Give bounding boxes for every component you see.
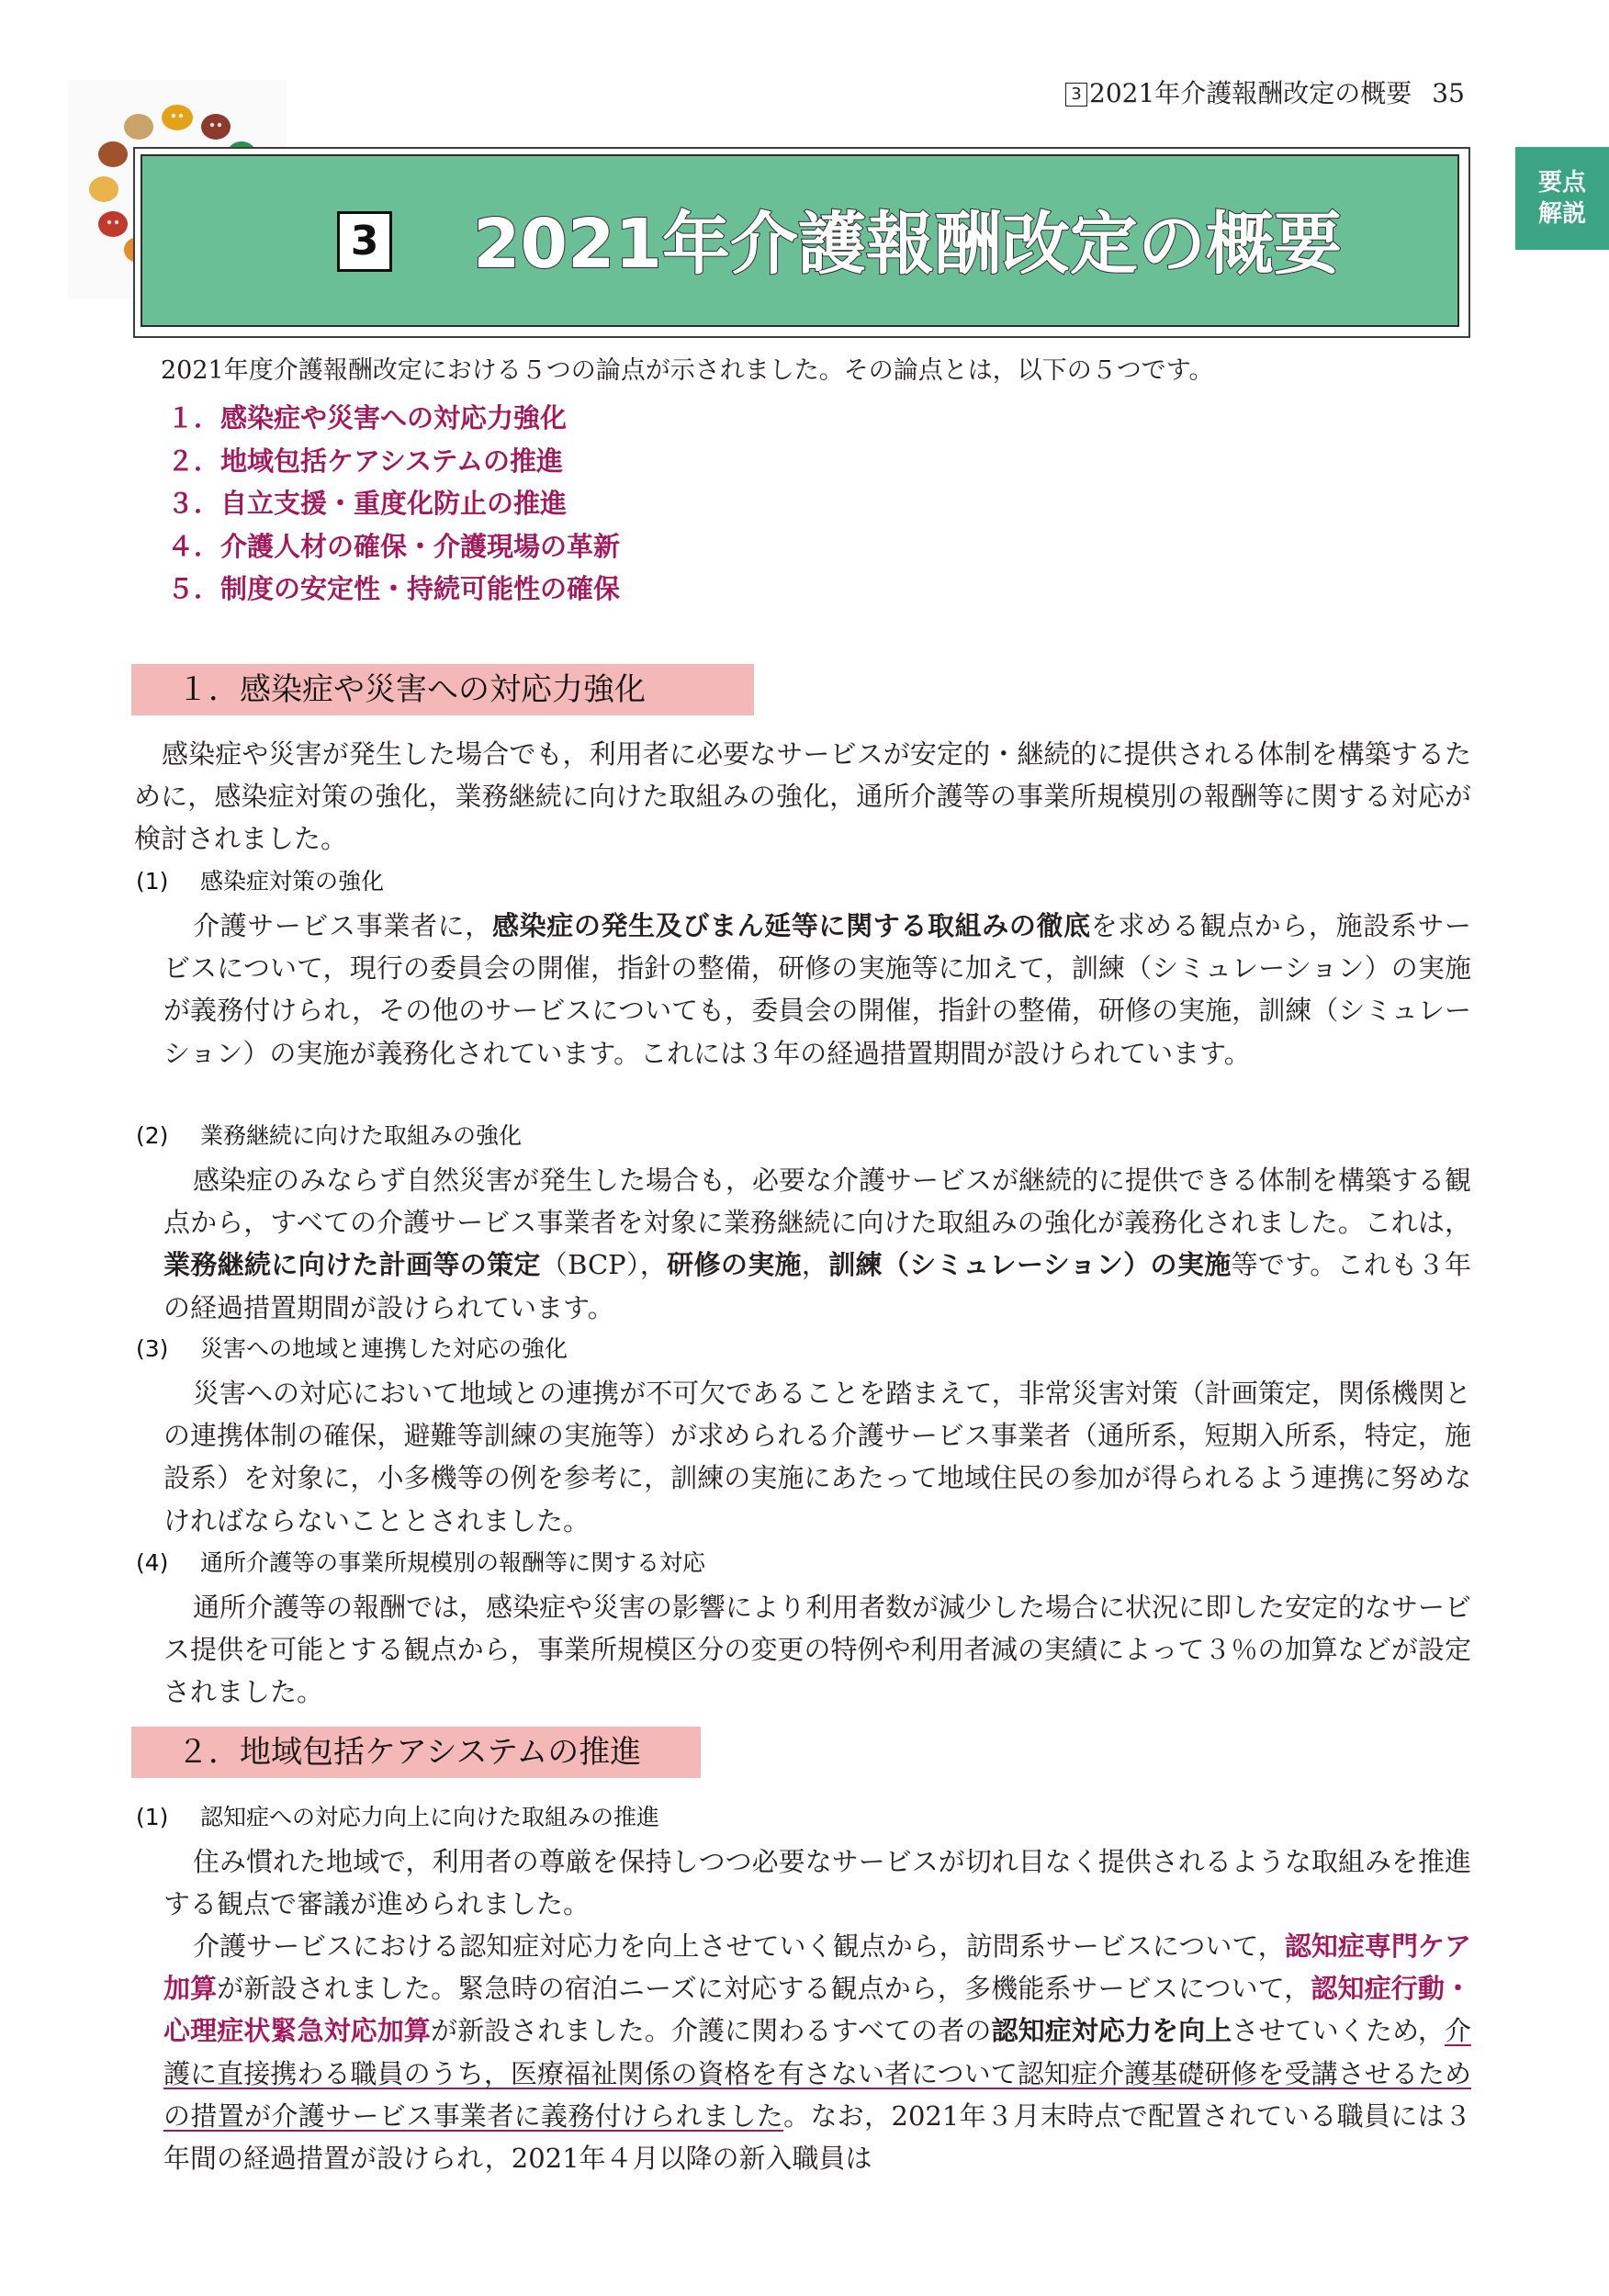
section1-sub4-text: 通所介護等の報酬では，感染症や災害の影響により利用者数が減少した場合に状況に即した安定的なサービス提供を可能とする観点から，事業所規模区分の変更の特例や利用者減の実績によって３％の加算などが設定されました。 (163, 1592, 1472, 1708)
section1-sub1-heading (136, 864, 384, 899)
section2-sub1-text2 (163, 1925, 1471, 2179)
text-run: 介護サービスにおける認知症対応力を向上させていく観点から，訪問系サービスについて， (193, 1930, 1285, 1962)
section1-sub2-text (163, 1159, 1471, 1329)
text-run: を求める観点から，施設系サービスについて，現行の委員会の開催，指針の整備，研修の実施等に加えて，訓練（シミュレーション）の実施が義務付けられ，その他のサービスについても，委員会の開催，指針の整備，研修の実施，訓練（シミュレーション）の実施が義務化されています。これには３年の経過措置期間が設けられています。 (163, 910, 1471, 1069)
text-run: 。なお，2021年３月末時点で配置されている職員には３年間の経過措置が設けられ，2021年４月以降の新入職員は (163, 2099, 1471, 2175)
section2-sub1-heading (136, 1800, 659, 1835)
section1-sub1-text (163, 905, 1471, 1075)
intro-text: 2021年度介護報酬改定における５つの論点が示されました。その論点とは，以下の５つです。 (161, 356, 1214, 385)
text-run: （BCP）， (540, 1249, 668, 1281)
text-run: 感染症のみならず自然災害が発生した場合も，必要な介護サービスが継続的に提供できる体制を構築する観点から，すべての介護サービス事業者を対象に業務継続に向けた取組みの強化が義務化されました。これは， (163, 1165, 1472, 1239)
side-tab (1515, 147, 1609, 250)
bold-text-run: 研修の実施 (667, 1249, 802, 1281)
issue-list (167, 397, 620, 611)
sub-heading-number: (1) (136, 1804, 169, 1830)
running-header-title: 2021年介護報酬改定の概要 (1089, 78, 1412, 108)
text-run: させていくため， (1232, 2015, 1445, 2047)
sub-heading-title: 業務継続に向けた取組みの強化 (200, 1122, 523, 1149)
sub-heading-number: (2) (136, 1122, 169, 1149)
sub-heading-title: 災害への地域と連携した対応の強化 (200, 1335, 568, 1362)
sub-heading-title: 認知症への対応力向上に向けた取組みの推進 (200, 1804, 660, 1830)
text-run: 等です。これも３年の経過措置期間が設けられています。 (163, 1249, 1471, 1323)
issue-item: ２．地域包括ケアシステムの推進 (167, 445, 563, 477)
section1-heading: １．感染症や災害への対応力強化 (131, 664, 754, 715)
text-run: が新設されました。介護に関わるすべての者の (430, 2015, 992, 2047)
page-number: 35 (1432, 78, 1465, 108)
section1-sub3-heading (136, 1332, 568, 1367)
underlined-text-run: 介護に直接携わる職員のうち，医療福祉関係の資格を有さない者について認知症介護基礎研修を受講させるための措置が介護サービス事業者に義務付けられました (163, 2015, 1471, 2132)
bold-text-run: 認知症対応力を向上 (991, 2015, 1232, 2047)
running-header (1065, 75, 1465, 112)
section1-lead: 感染症や災害が発生した場合でも，利用者に必要なサービスが安定的・継続的に提供される体制を構築するために，感染症対策の強化，業務継続に向けた取組みの強化，通所介護等の事業所規模別の報酬等に関する対応が検討されました。 (134, 738, 1471, 855)
section1-sub3-text: 災害への対応において地域との連携が不可欠であることを踏まえて，非常災害対策（計画策定，関係機関との連携体制の確保，避難等訓練の実施等）が求められる介護サービス事業者（通所系，短期入所系，特定，施設系）を対象に，小多機等の例を参考に，訓練の実施にあたって地域住民の参加が得られるよう連携に努めなければならないこととされました。 (163, 1378, 1471, 1536)
bold-text-run: 業務継続に向けた計画等の策定 (163, 1249, 541, 1281)
section1-sub4-heading (136, 1546, 705, 1581)
section2-heading: ２．地域包括ケアシステムの推進 (131, 1727, 701, 1778)
bold-text-run: 訓練（シミュレーション）の実施 (828, 1249, 1232, 1281)
highlight-term: 認知症専門ケア加算 (163, 1930, 1471, 2005)
highlight-term: 認知症行動・心理症状緊急対応加算 (163, 1973, 1471, 2047)
sub-heading-number: (1) (136, 868, 169, 895)
issue-item: １．感染症や災害への対応力強化 (167, 402, 568, 433)
section1-sub2-heading (136, 1119, 522, 1154)
sub-heading-title: 通所介護等の事業所規模別の報酬等に関する対応 (200, 1549, 706, 1576)
issue-item: ３．自立支援・重度化防止の推進 (167, 488, 568, 519)
chapter-title: 2021年介護報酬改定の概要 (473, 205, 1342, 284)
issue-item: ４．介護人材の確保・介護現場の革新 (167, 530, 621, 562)
text-run: が新設されました。緊急時の宿泊ニーズに対応する観点から，多機能系サービスについて， (217, 1973, 1311, 2005)
bold-text-run: 感染症の発生及びまん延等に関する取組みの徹底 (491, 910, 1091, 941)
sub-heading-number: (3) (136, 1335, 169, 1362)
side-tab-line2: 解説 (1537, 200, 1586, 228)
running-header-box-number: 3 (1065, 83, 1087, 107)
section2-sub1-text1: 住み慣れた地域で，利用者の尊厳を保持しつつ必要なサービスが切れ目なく提供されるような取組みを推進する観点で審議が進められました。 (163, 1846, 1471, 1920)
sub-heading-title: 感染症対策の強化 (200, 868, 385, 895)
chapter-number: 3 (337, 211, 392, 272)
text-run: 介護サービス事業者に， (193, 910, 492, 941)
side-tab-line1: 要点 (1537, 169, 1586, 197)
issue-item: ５．制度の安定性・持続可能性の確保 (167, 573, 621, 604)
sub-heading-number: (4) (136, 1549, 169, 1576)
text-run: ， (801, 1249, 829, 1281)
